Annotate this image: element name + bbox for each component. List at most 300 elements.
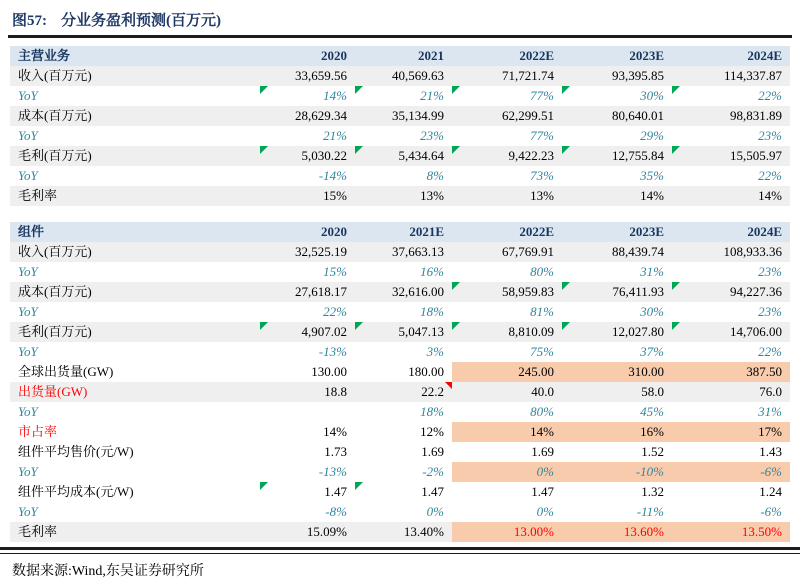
table-row xyxy=(10,282,790,302)
cell-value: 1.47 xyxy=(421,484,444,499)
value-cell xyxy=(355,146,452,166)
table-row xyxy=(10,302,790,322)
value-cell xyxy=(355,442,452,462)
cell-value: -6% xyxy=(760,464,782,479)
cell-value: 13.00% xyxy=(513,524,554,539)
cell-value: 5,434.64 xyxy=(398,148,444,163)
value-cell xyxy=(355,126,452,146)
cell-value: 37,663.13 xyxy=(392,244,444,259)
green-corner-marker-icon xyxy=(355,482,363,490)
row-label: YoY xyxy=(10,302,260,322)
cell-value: 23% xyxy=(420,128,444,143)
title-divider xyxy=(8,35,792,38)
cell-value: 18% xyxy=(420,404,444,419)
cell-value: 32,616.00 xyxy=(392,284,444,299)
figure-title-row xyxy=(0,0,800,35)
value-cell xyxy=(355,106,452,126)
year-column-header: 2020 xyxy=(260,222,355,242)
cell-value: 35% xyxy=(640,168,664,183)
value-cell xyxy=(260,442,355,462)
green-corner-marker-icon xyxy=(672,86,680,94)
value-cell xyxy=(260,482,355,502)
cell-value: -8% xyxy=(325,504,347,519)
value-cell xyxy=(562,362,672,382)
value-cell xyxy=(355,86,452,106)
row-label: 毛利(百万元) xyxy=(10,146,260,166)
value-cell xyxy=(260,146,355,166)
value-cell xyxy=(355,502,452,522)
cell-value: 1.47 xyxy=(531,484,554,499)
table-row xyxy=(10,362,790,382)
value-cell xyxy=(452,362,562,382)
cell-value: 13% xyxy=(530,188,554,203)
value-cell xyxy=(355,362,452,382)
value-cell xyxy=(452,302,562,322)
cell-value: 0% xyxy=(426,504,444,519)
green-corner-marker-icon xyxy=(562,322,570,330)
value-cell xyxy=(562,422,672,442)
figure-label: 图57: xyxy=(12,13,47,29)
cell-value: 22% xyxy=(323,304,347,319)
green-corner-marker-icon xyxy=(260,482,268,490)
table-row xyxy=(10,86,790,106)
row-label: 市占率 xyxy=(10,422,260,442)
row-label: 毛利率 xyxy=(10,186,260,206)
table-row xyxy=(10,402,790,422)
cell-value: 1.73 xyxy=(324,444,347,459)
value-cell xyxy=(355,342,452,362)
table-row xyxy=(10,242,790,262)
value-cell xyxy=(672,126,790,146)
cell-value: -10% xyxy=(635,464,664,479)
table-row xyxy=(10,422,790,442)
value-cell xyxy=(355,522,452,542)
value-cell xyxy=(452,322,562,342)
cell-value: 5,030.22 xyxy=(301,148,347,163)
table-row xyxy=(10,106,790,126)
cell-value: -13% xyxy=(318,344,347,359)
row-label: 收入(百万元) xyxy=(10,242,260,262)
value-cell xyxy=(260,342,355,362)
green-corner-marker-icon xyxy=(355,322,363,330)
value-cell xyxy=(355,462,452,482)
cell-value: 71,721.74 xyxy=(502,68,554,83)
value-cell xyxy=(672,482,790,502)
value-cell xyxy=(562,66,672,86)
bottom-divider xyxy=(0,547,800,554)
value-cell xyxy=(355,322,452,342)
cell-value: 14% xyxy=(530,424,554,439)
forecast-table-main-business xyxy=(10,46,790,206)
value-cell xyxy=(672,302,790,322)
cell-value: 30% xyxy=(640,88,664,103)
value-cell xyxy=(452,186,562,206)
value-cell xyxy=(355,66,452,86)
cell-value: 94,227.36 xyxy=(730,284,782,299)
value-cell xyxy=(562,442,672,462)
row-label: 收入(百万元) xyxy=(10,66,260,86)
cell-value: 1.24 xyxy=(759,484,782,499)
table-row xyxy=(10,66,790,86)
cell-value: 15% xyxy=(323,264,347,279)
value-cell xyxy=(260,462,355,482)
cell-value: 22% xyxy=(758,168,782,183)
cell-value: -14% xyxy=(318,168,347,183)
cell-value: 73% xyxy=(530,168,554,183)
value-cell xyxy=(452,106,562,126)
cell-value: 23% xyxy=(758,304,782,319)
value-cell xyxy=(355,422,452,442)
value-cell xyxy=(562,106,672,126)
cell-value: 28,629.34 xyxy=(295,108,347,123)
value-cell xyxy=(260,106,355,126)
value-cell xyxy=(260,502,355,522)
cell-value: 310.00 xyxy=(628,364,664,379)
cell-value: 15,505.97 xyxy=(730,148,782,163)
value-cell xyxy=(452,282,562,302)
green-corner-marker-icon xyxy=(672,146,680,154)
value-cell xyxy=(355,302,452,322)
cell-value: 40.0 xyxy=(531,384,554,399)
cell-value: 8,810.09 xyxy=(508,324,554,339)
value-cell xyxy=(672,422,790,442)
table-row xyxy=(10,166,790,186)
value-cell xyxy=(452,146,562,166)
row-label: 成本(百万元) xyxy=(10,282,260,302)
cell-value: 1.69 xyxy=(421,444,444,459)
row-label: 全球出货量(GW) xyxy=(10,362,260,382)
green-corner-marker-icon xyxy=(260,86,268,94)
value-cell xyxy=(355,186,452,206)
cell-value: 45% xyxy=(640,404,664,419)
row-label: YoY xyxy=(10,166,260,186)
cell-value: 21% xyxy=(323,128,347,143)
value-cell xyxy=(672,462,790,482)
value-cell xyxy=(562,146,672,166)
cell-value: 15.09% xyxy=(306,524,347,539)
value-cell xyxy=(562,126,672,146)
cell-value: 80% xyxy=(530,264,554,279)
value-cell xyxy=(260,86,355,106)
cell-value: 23% xyxy=(758,128,782,143)
value-cell xyxy=(562,86,672,106)
cell-value: 180.00 xyxy=(408,364,444,379)
cell-value: 93,395.85 xyxy=(612,68,664,83)
row-label: 毛利(百万元) xyxy=(10,322,260,342)
row-label: 毛利率 xyxy=(10,522,260,542)
value-cell xyxy=(452,502,562,522)
year-column-header: 2021 xyxy=(355,46,452,66)
year-column-header: 2021E xyxy=(355,222,452,242)
cell-value: 21% xyxy=(420,88,444,103)
table-row xyxy=(10,342,790,362)
value-cell xyxy=(452,86,562,106)
cell-value: 40,569.63 xyxy=(392,68,444,83)
cell-value: 387.50 xyxy=(746,364,782,379)
cell-value: 14,706.00 xyxy=(730,324,782,339)
value-cell xyxy=(672,106,790,126)
cell-value: -6% xyxy=(760,504,782,519)
cell-value: 31% xyxy=(640,264,664,279)
cell-value: 37% xyxy=(640,344,664,359)
cell-value: -2% xyxy=(422,464,444,479)
cell-value: 35,134.99 xyxy=(392,108,444,123)
green-corner-marker-icon xyxy=(452,322,460,330)
cell-value: 13% xyxy=(420,188,444,203)
cell-value: 29% xyxy=(640,128,664,143)
cell-value: 80,640.01 xyxy=(612,108,664,123)
green-corner-marker-icon xyxy=(452,146,460,154)
cell-value: 18.8 xyxy=(324,384,347,399)
row-label: YoY xyxy=(10,462,260,482)
value-cell xyxy=(260,262,355,282)
value-cell xyxy=(672,66,790,86)
value-cell xyxy=(672,282,790,302)
value-cell xyxy=(355,166,452,186)
value-cell xyxy=(260,126,355,146)
year-column-header: 2023E xyxy=(562,222,672,242)
cell-value: 31% xyxy=(758,404,782,419)
value-cell xyxy=(452,166,562,186)
value-cell xyxy=(452,462,562,482)
cell-value: 9,422.23 xyxy=(508,148,554,163)
value-cell xyxy=(562,462,672,482)
table-row xyxy=(10,322,790,342)
value-cell xyxy=(260,242,355,262)
table-row xyxy=(10,382,790,402)
cell-value: 16% xyxy=(640,424,664,439)
green-corner-marker-icon xyxy=(672,282,680,290)
value-cell xyxy=(260,66,355,86)
year-column-header: 2022E xyxy=(452,46,562,66)
cell-value: 12,755.84 xyxy=(612,148,664,163)
value-cell xyxy=(452,382,562,402)
value-cell xyxy=(562,322,672,342)
value-cell xyxy=(355,262,452,282)
value-cell xyxy=(452,482,562,502)
value-cell xyxy=(355,382,452,402)
cell-value: 14% xyxy=(323,424,347,439)
value-cell xyxy=(355,402,452,422)
cell-value: 58,959.83 xyxy=(502,284,554,299)
value-cell xyxy=(562,342,672,362)
value-cell xyxy=(562,186,672,206)
row-label: YoY xyxy=(10,126,260,146)
table-row xyxy=(10,126,790,146)
value-cell xyxy=(260,322,355,342)
value-cell xyxy=(260,302,355,322)
cell-value: 14% xyxy=(758,188,782,203)
year-column-header: 2022E xyxy=(452,222,562,242)
table-row xyxy=(10,146,790,166)
value-cell xyxy=(260,382,355,402)
cell-value: 88,439.74 xyxy=(612,244,664,259)
cell-value: 22% xyxy=(758,344,782,359)
cell-value: 22% xyxy=(758,88,782,103)
forecast-table-components xyxy=(10,222,790,542)
cell-value: 0% xyxy=(536,464,554,479)
cell-value: 77% xyxy=(530,128,554,143)
year-column-header: 2020 xyxy=(260,46,355,66)
cell-value: 17% xyxy=(758,424,782,439)
value-cell xyxy=(260,422,355,442)
section-header: 主营业务 xyxy=(10,46,260,66)
value-cell xyxy=(672,166,790,186)
value-cell xyxy=(672,522,790,542)
cell-value: 75% xyxy=(530,344,554,359)
value-cell xyxy=(260,362,355,382)
table-row xyxy=(10,442,790,462)
value-cell xyxy=(562,402,672,422)
value-cell xyxy=(562,262,672,282)
table-row xyxy=(10,262,790,282)
row-label: YoY xyxy=(10,86,260,106)
green-corner-marker-icon xyxy=(562,86,570,94)
green-corner-marker-icon xyxy=(452,282,460,290)
value-cell xyxy=(452,522,562,542)
section-header: 组件 xyxy=(10,222,260,242)
green-corner-marker-icon xyxy=(562,146,570,154)
cell-value: 77% xyxy=(530,88,554,103)
green-corner-marker-icon xyxy=(260,146,268,154)
cell-value: 32,525.19 xyxy=(295,244,347,259)
cell-value: 1.47 xyxy=(324,484,347,499)
cell-value: 27,618.17 xyxy=(295,284,347,299)
value-cell xyxy=(355,242,452,262)
cell-value: 1.43 xyxy=(759,444,782,459)
value-cell xyxy=(355,482,452,502)
row-label: YoY xyxy=(10,262,260,282)
value-cell xyxy=(452,262,562,282)
header-row xyxy=(10,222,790,242)
value-cell xyxy=(672,186,790,206)
year-column-header: 2023E xyxy=(562,46,672,66)
cell-value: 98,831.89 xyxy=(730,108,782,123)
year-column-header: 2024E xyxy=(672,46,790,66)
cell-value: 81% xyxy=(530,304,554,319)
cell-value: 80% xyxy=(530,404,554,419)
cell-value: 76.0 xyxy=(759,384,782,399)
row-label: 出货量(GW) xyxy=(10,382,260,402)
cell-value: 62,299.51 xyxy=(502,108,554,123)
cell-value: 13.50% xyxy=(741,524,782,539)
cell-value: 30% xyxy=(640,304,664,319)
cell-value: 14% xyxy=(640,188,664,203)
cell-value: 8% xyxy=(426,168,444,183)
value-cell xyxy=(672,146,790,166)
value-cell xyxy=(452,242,562,262)
value-cell xyxy=(452,126,562,146)
green-corner-marker-icon xyxy=(355,146,363,154)
cell-value: 67,769.91 xyxy=(502,244,554,259)
table-row xyxy=(10,482,790,502)
cell-value: 16% xyxy=(420,264,444,279)
cell-value: 22.2 xyxy=(421,384,444,399)
row-label: 组件平均售价(元/W) xyxy=(10,442,260,462)
value-cell xyxy=(672,242,790,262)
cell-value: 1.52 xyxy=(641,444,664,459)
data-source-note: 数据来源:Wind,东吴证券研究所 xyxy=(12,564,204,578)
cell-value: 15% xyxy=(323,188,347,203)
green-corner-marker-icon xyxy=(452,86,460,94)
cell-value: 33,659.56 xyxy=(295,68,347,83)
row-label: 组件平均成本(元/W) xyxy=(10,482,260,502)
value-cell xyxy=(562,482,672,502)
cell-value: 3% xyxy=(426,344,444,359)
value-cell xyxy=(562,522,672,542)
value-cell xyxy=(672,402,790,422)
green-corner-marker-icon xyxy=(672,322,680,330)
value-cell xyxy=(672,262,790,282)
year-column-header: 2024E xyxy=(672,222,790,242)
table-row xyxy=(10,502,790,522)
cell-value: 12% xyxy=(420,424,444,439)
cell-value: 130.00 xyxy=(311,364,347,379)
cell-value: 23% xyxy=(758,264,782,279)
value-cell xyxy=(355,282,452,302)
row-label: YoY xyxy=(10,342,260,362)
cell-value: 108,933.36 xyxy=(723,244,782,259)
green-corner-marker-icon xyxy=(355,86,363,94)
header-row xyxy=(10,46,790,66)
cell-value: 5,047.13 xyxy=(398,324,444,339)
value-cell xyxy=(452,442,562,462)
value-cell xyxy=(672,502,790,522)
table-row xyxy=(10,522,790,542)
table-row xyxy=(10,186,790,206)
cell-value: 1.32 xyxy=(641,484,664,499)
value-cell xyxy=(452,342,562,362)
value-cell xyxy=(562,502,672,522)
value-cell xyxy=(672,86,790,106)
value-cell xyxy=(562,166,672,186)
value-cell xyxy=(672,362,790,382)
cell-value: 18% xyxy=(420,304,444,319)
green-corner-marker-icon xyxy=(260,322,268,330)
value-cell xyxy=(260,186,355,206)
cell-value: 1.69 xyxy=(531,444,554,459)
value-cell xyxy=(260,166,355,186)
table-row xyxy=(10,462,790,482)
cell-value: 13.40% xyxy=(403,524,444,539)
value-cell xyxy=(562,242,672,262)
cell-value: 245.00 xyxy=(518,364,554,379)
value-cell xyxy=(452,66,562,86)
value-cell xyxy=(260,282,355,302)
cell-value: 76,411.93 xyxy=(612,284,664,299)
row-label: YoY xyxy=(10,402,260,422)
cell-value: 12,027.80 xyxy=(612,324,664,339)
row-label: 成本(百万元) xyxy=(10,106,260,126)
cell-value: -11% xyxy=(636,504,664,519)
value-cell xyxy=(672,382,790,402)
value-cell xyxy=(452,422,562,442)
value-cell xyxy=(562,282,672,302)
cell-value: 58.0 xyxy=(641,384,664,399)
value-cell xyxy=(672,322,790,342)
value-cell xyxy=(562,382,672,402)
cell-value: 13.60% xyxy=(623,524,664,539)
figure-title: 分业务盈利预测(百万元) xyxy=(61,13,221,29)
row-label: YoY xyxy=(10,502,260,522)
cell-value: 114,337.87 xyxy=(723,68,782,83)
cell-value: 0% xyxy=(536,504,554,519)
cell-value: 4,907.02 xyxy=(301,324,347,339)
value-cell xyxy=(452,402,562,422)
cell-value: 14% xyxy=(323,88,347,103)
green-corner-marker-icon xyxy=(562,282,570,290)
red-corner-marker-icon xyxy=(445,382,452,389)
